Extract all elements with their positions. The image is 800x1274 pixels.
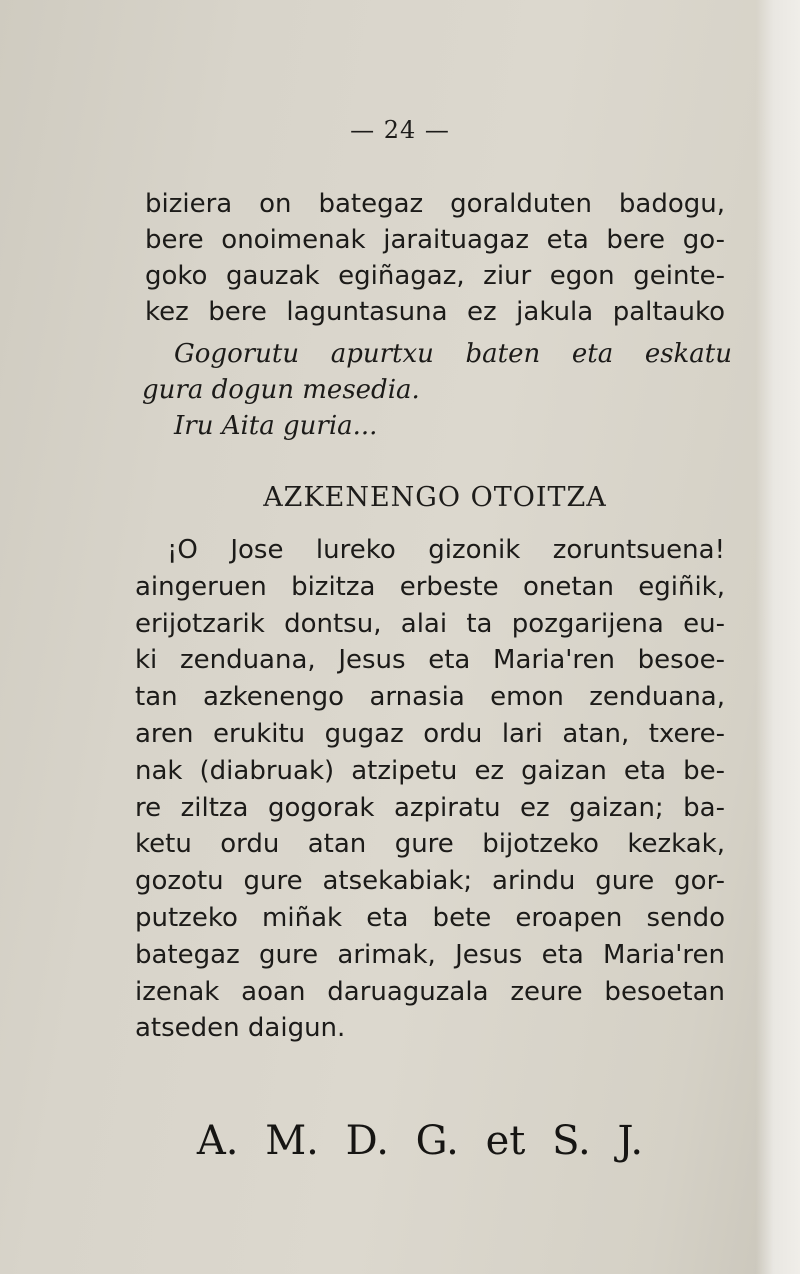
text-line: izenak aoan daruaguzala zeure besoetan (135, 976, 725, 1007)
intro-paragraph (145, 186, 725, 330)
text-line: goko gauzak egiñagaz, ziur egon geinte- (145, 261, 725, 291)
page-edge (756, 0, 800, 1274)
text-line: re ziltza gogorak azpiratu ez gaizan; ba- (135, 792, 725, 823)
text-line: erijotzarik dontsu, alai ta pozgarijena eu- (135, 608, 725, 639)
closing-abbreviation: A. M. D. G. et S. J. (196, 1118, 644, 1164)
italic-instruction (142, 336, 732, 444)
text-line: Gogorutu apurtxu baten eta eskatu (174, 339, 732, 369)
text-line: Iru Aita guria... (174, 411, 378, 441)
text-line: aren erukitu gugaz ordu lari atan, txere- (135, 718, 725, 749)
text-line: tan azkenengo arnasia emon zenduana, (135, 682, 725, 713)
prayer-heading: AZKENENGO OTOITZA (263, 482, 607, 513)
text-line: kez bere laguntasuna ez jakula paltauko (145, 297, 725, 327)
text-line: ketu ordu atan gure bijotzeko kezkak, (135, 829, 725, 860)
text-line: nak (diabruak) atzipetu ez gaizan eta be- (135, 755, 725, 786)
text-line: biziera on bategaz goralduten badogu, (145, 189, 725, 219)
text-line: ki zenduana, Jesus eta Maria'ren besoe- (135, 645, 725, 676)
page-number: — 24 — (350, 116, 450, 144)
text-line: gura dogun mesedia. (142, 375, 420, 405)
text-line: putzeko miñak eta bete eroapen sendo (135, 902, 725, 933)
text-line: bere onoimenak jaraituagaz eta bere go- (145, 225, 725, 255)
text-line: atseden daigun. (135, 1013, 346, 1044)
text-line: ¡O Jose lureko gizonik zoruntsuena! (167, 535, 725, 565)
prayer-paragraph (135, 532, 725, 1047)
text-line: aingeruen bizitza erbeste onetan egiñik, (135, 571, 725, 602)
text-line: bategaz gure arimak, Jesus eta Maria'ren (135, 939, 725, 970)
text-line: gozotu gure atsekabiak; arindu gure gor- (135, 866, 725, 897)
